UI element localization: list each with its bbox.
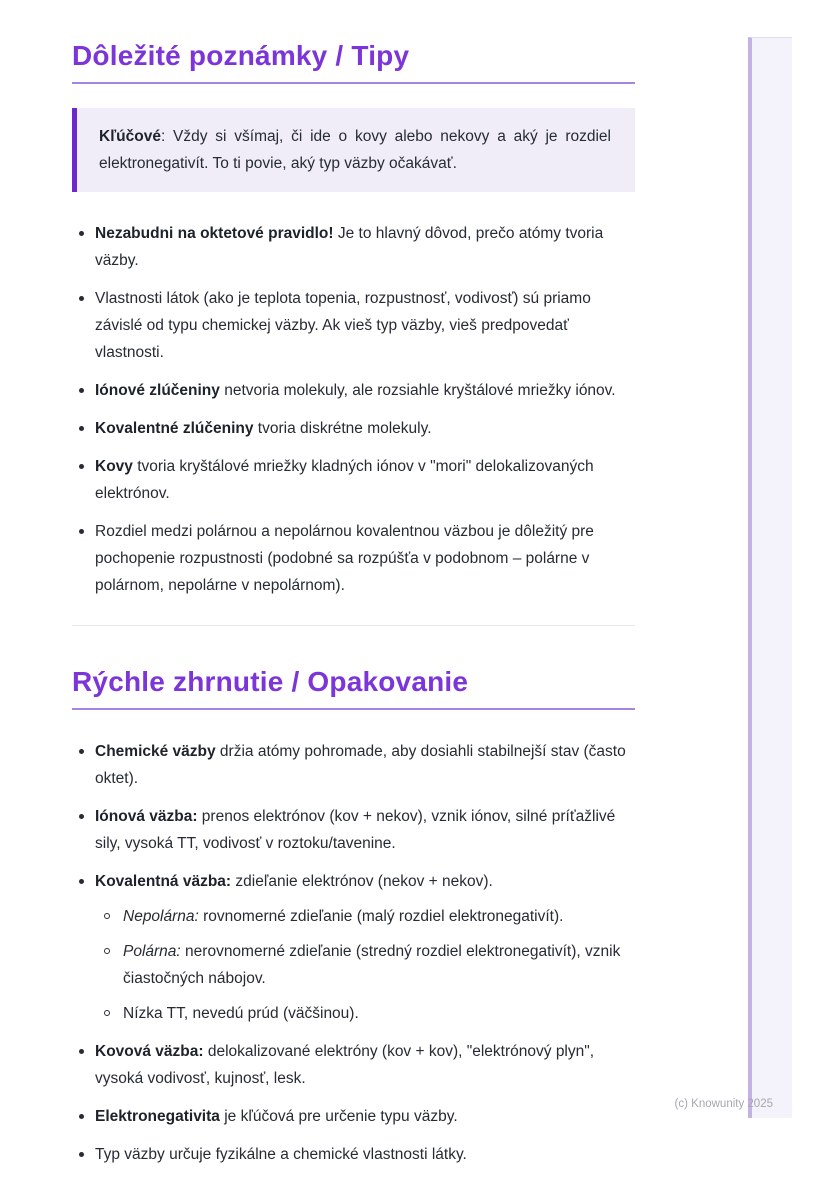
list-item: Kovová väzba: delokalizované elektróny (kov + kov), "elektrónový plyn", vysoká vodivosť, kujnosť, lesk.: [72, 1038, 635, 1092]
list-item: Nezabudni na oktetové pravidlo! Je to hlavný dôvod, prečo atómy tvoria väzby.: [72, 220, 635, 274]
list-item: Vlastnosti látok (ako je teplota topenia, rozpustnosť, vodivosť) sú priamo závislé od typu chemickej väzby. Ak vieš typ väzby, vieš predpovedať vlastnosti.: [72, 285, 635, 366]
copyright-notice: (c) Knowunity 2025: [674, 1098, 773, 1110]
list-item-lead-bold: Elektronegativita: [95, 1108, 220, 1125]
callout-body: : Vždy si všímaj, či ide o kovy alebo nekovy a aký je rozdiel elektronegativít. To ti povie, aký typ väzby očakávať.: [99, 128, 611, 172]
section-quick-summary: [72, 664, 635, 1168]
list-item: Iónové zlúčeniny netvoria molekuly, ale rozsiahle kryštálové mriežky iónov.: [72, 377, 635, 404]
section-divider: [72, 625, 635, 626]
list-item: Kovalentné zlúčeniny tvoria diskrétne molekuly.: [72, 415, 635, 442]
list-item-lead-italic: Nepolárna:: [123, 908, 199, 925]
section-title: Rýchle zhrnutie / Opakovanie: [72, 666, 469, 697]
list-item-lead-italic: Polárna:: [123, 943, 181, 960]
tips-list: [72, 220, 635, 599]
list-item-lead-bold: Nezabudni na oktetové pravidlo!: [95, 225, 334, 242]
list-item-lead-bold: Chemické väzby: [95, 743, 216, 760]
list-item-lead-bold: Kovy: [95, 458, 133, 475]
list-item: Rozdiel medzi polárnou a nepolárnou kovalentnou väzbou je dôležitý pre pochopenie rozpustnosti (podobné sa rozpúšťa v podobnom – polárne v polárnom, nepolárne v nepolárnom).: [72, 518, 635, 599]
list-item: Iónová väzba: prenos elektrónov (kov + nekov), vznik iónov, silné príťažlivé sily, vysoká TT, vodivosť v roztoku/tavenine.: [72, 803, 635, 857]
list-item-lead-bold: Kovalentná väzba:: [95, 873, 232, 890]
summary-list: [72, 738, 635, 1168]
list-item: Typ väzby určuje fyzikálne a chemické vlastnosti látky.: [72, 1141, 635, 1168]
page-title: Dôležité poznámky / Tipy: [72, 40, 410, 71]
sub-list-item: Nepolárna: rovnomerné zdieľanie (malý rozdiel elektronegativít).: [95, 903, 635, 930]
callout-lead: Kľúčové: [99, 128, 161, 145]
title-underline: [72, 82, 635, 84]
sub-list: [95, 903, 635, 1027]
list-item-lead-bold: Iónová väzba:: [95, 808, 198, 825]
sub-list-item: Polárna: nerovnomerné zdieľanie (stredný rozdiel elektronegativít), vznik čiastočných nábojov.: [95, 938, 635, 992]
sub-list-item: Nízka TT, nevedú prúd (väčšinou).: [95, 1000, 635, 1027]
list-item: Kovy tvoria kryštálové mriežky kladných iónov v "mori" delokalizovaných elektrónov.: [72, 453, 635, 507]
next-page-edge-strip: [748, 37, 792, 1118]
list-item: Chemické väzby držia atómy pohromade, aby dosiahli stabilnejší stav (často oktet).: [72, 738, 635, 792]
list-item: Elektronegativita je kľúčová pre určenie typu väzby.: [72, 1103, 635, 1130]
key-callout: [72, 108, 635, 192]
callout-text: [99, 123, 611, 177]
notes-content: [72, 0, 635, 1179]
list-item-lead-bold: Kovalentné zlúčeniny: [95, 420, 254, 437]
list-item: Kovalentná väzba: zdieľanie elektrónov (nekov + nekov). Nepolárna: rovnomerné zdieľanie (malý rozdiel elektronegativít). Polárna: nerovnomerné zdieľanie (stredný rozdiel elektronegativít), vznik čiastočných nábojov. Nízka TT, nevedú prúd (väčšinou).: [72, 868, 635, 1027]
title-underline: [72, 708, 635, 710]
list-item-lead-bold: Kovová väzba:: [95, 1043, 204, 1060]
list-item-lead-bold: Iónové zlúčeniny: [95, 382, 220, 399]
section-important-notes: [72, 38, 635, 626]
